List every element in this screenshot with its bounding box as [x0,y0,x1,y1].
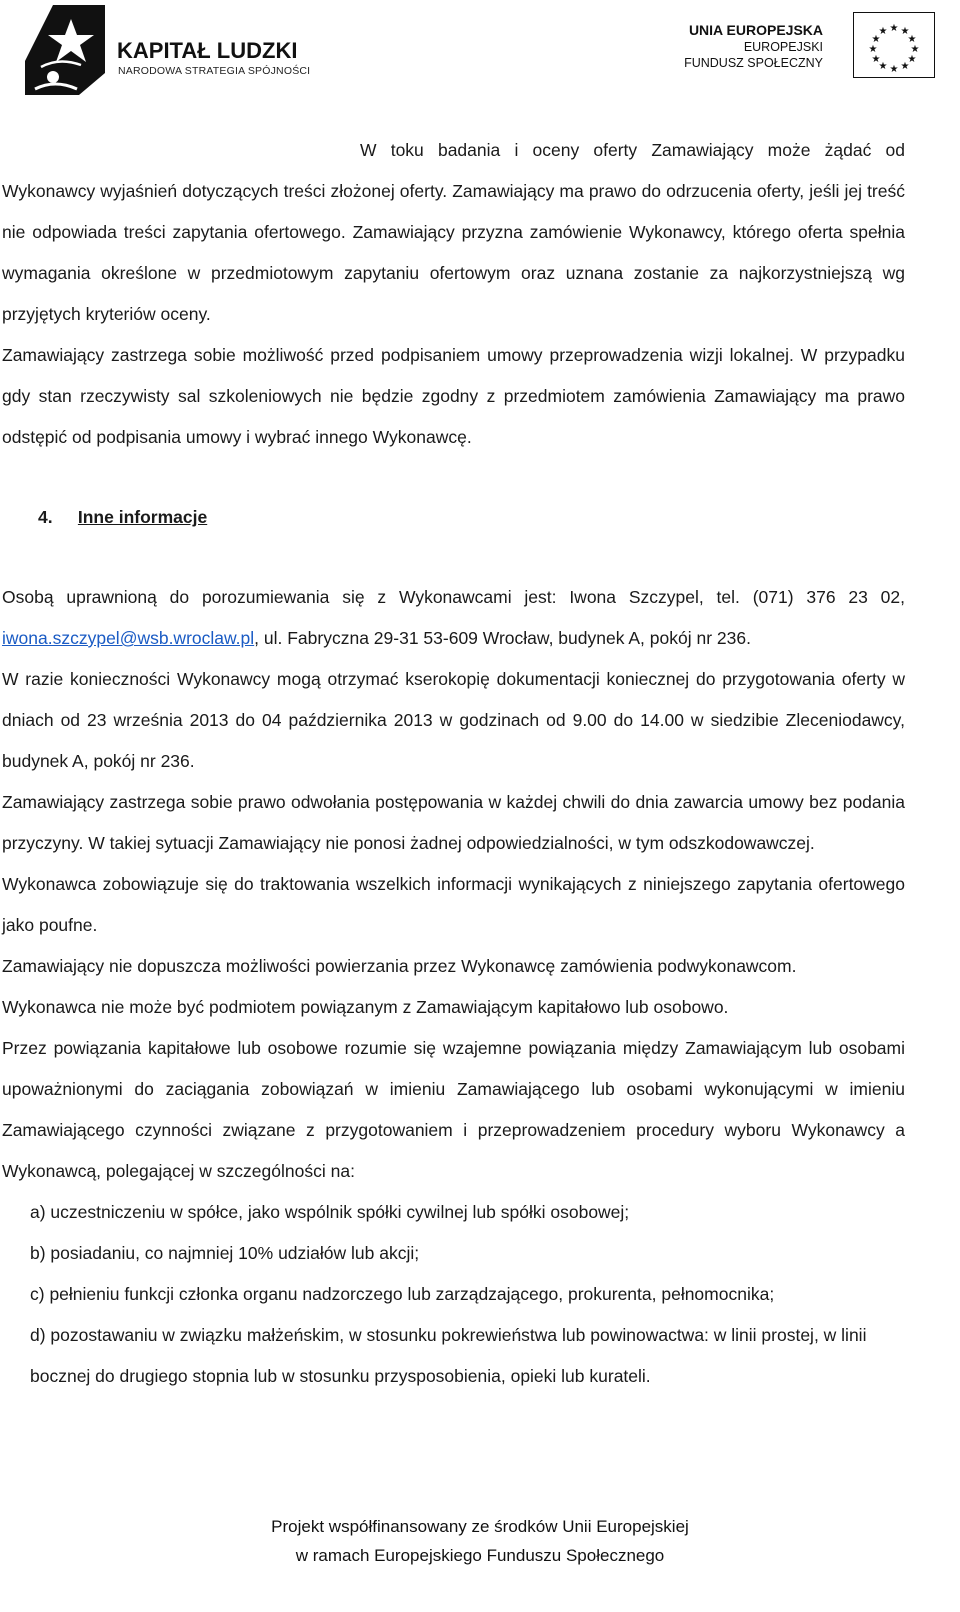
paragraph-confidentiality: Wykonawca zobowiązuje się do traktowania wszelkich informacji wynikających z niniejszego zapytania ofertowego jako poufne. [2,874,905,935]
footer-line1: Projekt współfinansowany ze środków Unii Europejskiej [271,1517,689,1536]
svg-text:★: ★ [910,44,920,55]
page-header [0,0,960,100]
svg-text:★: ★ [907,34,917,45]
kapital-ludzki-subtitle: NARODOWA STRATEGIA SPÓJNOŚCI [118,65,311,77]
svg-text:★: ★ [878,61,888,72]
kapital-ludzki-star-icon [25,5,107,95]
paragraph-cancellation-right: Zamawiający zastrzega sobie prawo odwołania postępowania w każdej chwili do dnia zawarcia umowy bez podania przyczyny. W takiej sytuacji Zamawiający nie ponosi żadnej odpowiedzialności, w tym odszkodowawczej. [2,792,905,853]
paragraph-no-relations: Wykonawca nie może być podmiotem powiązanym z Zamawiającym kapitałowo lub osobowo. [2,997,729,1017]
paragraph-documentation-copy: W razie konieczności Wykonawcy mogą otrzymać kserokopię dokumentacji koniecznej do przygotowania oferty w dniach od 23 września 2013 do 04 października 2013 w godzinach od 9.00 do 14.00 w siedzibie Zleceniodawcy, budynek A, pokój nr 236. [2,669,905,771]
eu-flag-icon [853,12,935,78]
svg-text:★: ★ [900,26,910,37]
document-body [2,130,905,1397]
svg-text:★: ★ [889,64,899,75]
relations-list [2,1192,905,1397]
contact-address: , ul. Fabryczna 29-31 53-609 Wrocław, budynek A, pokój nr 236. [254,628,751,648]
contact-email-link[interactable]: iwona.szczypel@wsb.wroclaw.pl [2,628,255,648]
eu-logo [684,12,950,84]
paragraph-offer-evaluation: W toku badania i oceny oferty Zamawiający może żądać od Wykonawcy wyjaśnień dotyczących treści złożonej oferty. Zamawiający ma prawo do odrzucenia oferty, jeśli jej treść nie odpowiada treści zapytania ofertowego. Zamawiający przyzna zamówienie Wykonawcy, którego oferta spełnia wymagania określone w przedmiotowym zapytaniu ofertowym oraz uznana zostanie za najkorzystniejszą wg przyjętych kryteriów oceny. [2,140,905,324]
section-number: 4. [38,507,53,527]
list-item: b) posiadaniu, co najmniej 10% udziałów lub akcji; [30,1243,420,1263]
section-heading [2,497,905,538]
svg-text:★: ★ [871,54,881,65]
svg-text:★: ★ [900,61,910,72]
paragraph-contact [2,577,905,659]
contact-text: Osobą uprawnioną do porozumiewania się z Wykonawcami jest: Iwona Szczypel, tel. (071) 376 23 02, [2,587,905,607]
svg-text:★: ★ [878,26,888,37]
paragraph-subcontracting: Zamawiający nie dopuszcza możliwości powierzania przez Wykonawcę zamówienia podwykonawcom. [2,956,797,976]
page-footer [0,1512,960,1570]
kapital-ludzki-logo [25,5,325,95]
svg-text:★: ★ [889,23,899,34]
list-item: a) uczestniczeniu w spółce, jako wspólnik spółki cywilnej lub spółki osobowej; [30,1202,630,1222]
list-item: d) pozostawaniu w związku małżeńskim, w stosunku pokrewieństwa lub powinowactwa: w linii prostej, w linii bocznej do drugiego stopnia lub w stosunku przysposobienia, opieki lub kurateli. [30,1325,867,1386]
svg-text:★: ★ [907,54,917,65]
svg-text:★: ★ [871,34,881,45]
paragraph-site-inspection: Zamawiający zastrzega sobie możliwość przed podpisaniem umowy przeprowadzenia wizji lokalnej. W przypadku gdy stan rzeczywisty sal szkoleniowych nie będzie zgodny z przedmiotem zamówienia Zamawiający ma prawo odstępić od podpisania umowy i wybrać innego Wykonawcę. [2,345,905,447]
eu-logo-line3: FUNDUSZ SPOŁECZNY [684,56,823,70]
section-title: Inne informacje [77,507,208,527]
eu-logo-line1: UNIA EUROPEJSKA [688,22,823,38]
kapital-ludzki-title: KAPITAŁ LUDZKI [117,38,298,63]
paragraph-relations-definition: Przez powiązania kapitałowe lub osobowe rozumie się wzajemne powiązania między Zamawiającym lub osobami upoważnionymi do zaciągania zobowiązań w imieniu Zamawiającego lub osobami wykonującymi w imieniu Zamawiającego czynności związane z przygotowaniem i przeprowadzeniem procedury wyboru Wykonawcy a Wykonawcą, polegającej w szczególności na: [2,1038,905,1181]
eu-logo-line2: EUROPEJSKI [743,40,823,54]
svg-text:★: ★ [868,44,878,55]
footer-line2: w ramach Europejskiego Funduszu Społecznego [295,1546,665,1565]
list-item: c) pełnieniu funkcji członka organu nadzorczego lub zarządzającego, prokurenta, pełnomocnika; [30,1284,775,1304]
